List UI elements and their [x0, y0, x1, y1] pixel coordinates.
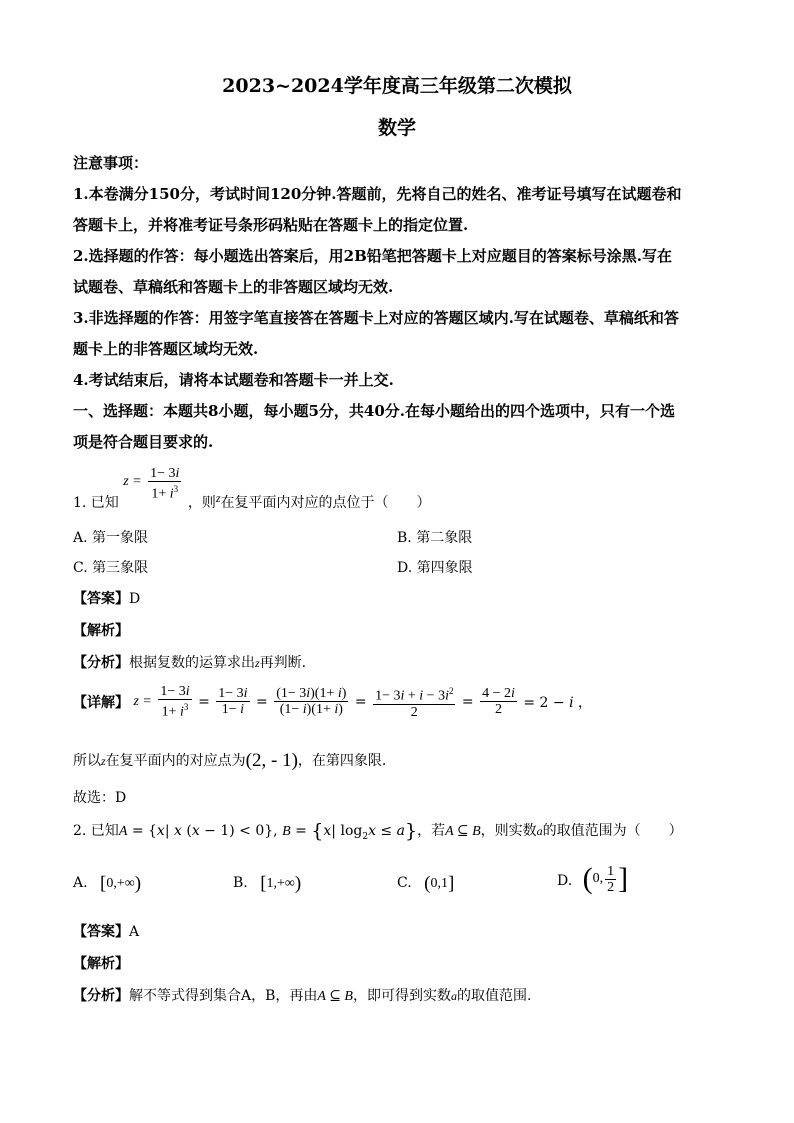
- notice-line-4: 试题卷、草稿纸和答题卡上的非答题区域均无效.: [73, 278, 394, 296]
- notice-line-1: 1.本卷满分150分，考试时间120分钟.答题前，先将自己的姓名、准考证号填写在试题卷和: [73, 185, 682, 203]
- q1-equals-2: =: [256, 693, 268, 710]
- q1-conclusion: [73, 750, 386, 772]
- q2-fenxi-text-3: 的取值范围.: [457, 988, 532, 1004]
- q2-fenxi-tag: 【分析】: [73, 988, 129, 1004]
- q2-set-b: B: [282, 824, 291, 839]
- section-heading-line-2: 项是符合题目要求的.: [73, 433, 214, 451]
- notice-line-5: 3.非选择题的作答：用签字笔直接答在答题卡上对应的答题区域内.写在试题卷、草稿纸和答: [73, 309, 679, 327]
- q2-option-d-value: (0, $\frac{1}{2}$ ]: [582, 862, 629, 895]
- q1-detail-frac-1: $\frac{1- 3i}{1+ i^3}$: [160, 684, 190, 720]
- q2-option-a-value: [0,+∞): [100, 873, 142, 894]
- q2-mid: ，若: [417, 823, 446, 839]
- section-heading-line-1: 一、选择题：本题共8小题，每小题5分，共40分.在每小题给出的四个选项中，只有一个选: [73, 402, 675, 420]
- q1-detail-frac-3: $\frac{(1- 3i)(1+ i)}{(1- i)(1+ i)}$: [276, 686, 347, 718]
- q1-analysis-tag: 【解析】: [73, 623, 129, 639]
- q1-conclusion-3: ，在第四象限.: [297, 753, 387, 769]
- q1-suffix-2: 在复平面内对应的点位于（ ）: [220, 495, 431, 511]
- q2-option-a-label: A.: [73, 875, 88, 892]
- q2-suffix: 的取值范围为（ ）: [542, 823, 683, 839]
- q2-option-c-value: (0,1]: [424, 873, 455, 894]
- q2-set-a-def: = {x| x (x − 1) < 0},: [127, 823, 283, 839]
- q2-fenxi-text-1: 解不等式得到集合A，B，再由: [129, 988, 318, 1004]
- q2-answer-value: A: [129, 924, 140, 940]
- subject-title: 数学: [377, 117, 416, 139]
- q1-answer-value: D: [129, 591, 141, 607]
- q2-analysis-tag: 【解析】: [73, 956, 129, 972]
- q2-subset: A ⊆ B: [445, 824, 481, 839]
- question-1-stem: [73, 466, 431, 511]
- q2-option-c: [397, 873, 454, 895]
- notice-line-7: 4.考试结束后，请将本试题卷和答题卡一并上交.: [73, 371, 394, 389]
- notice-line-2: 答题卡上，并将准考证号条形码粘贴在答题卡上的指定位置.: [73, 216, 469, 234]
- q1-fenxi-text-1: 根据复数的运算求出: [129, 655, 255, 671]
- q2-answer-tag: 【答案】: [73, 924, 129, 940]
- q1-suffix: ，则: [187, 495, 216, 511]
- notice-heading: 注意事项：: [73, 154, 149, 172]
- notice-line-6: 题卡上的非答题区域均无效.: [73, 340, 259, 358]
- q1-fraction: $\frac{1- 3i}{1+ i^3}$: [150, 466, 180, 502]
- q1-fenxi-z: z: [255, 656, 260, 670]
- q2-fenxi-subset: A ⊆ B: [317, 989, 353, 1004]
- q2-answer: [73, 921, 139, 941]
- q2-option-d-label: D.: [557, 873, 573, 889]
- q2-option-b-label: B.: [233, 875, 248, 892]
- q2-set-a: A: [118, 824, 128, 839]
- q2-fenxi-text-2: ，即可得到实数: [353, 988, 451, 1004]
- q1-fenxi: [73, 652, 306, 672]
- q1-prefix: 1. 已知: [73, 495, 119, 511]
- q1-answer-tag: 【答案】: [73, 591, 129, 607]
- q1-answer: [73, 588, 140, 608]
- q1-fenxi-text-2: 再判断.: [259, 655, 307, 671]
- notice-line-3: 2.选择题的作答：每小题选出答案后，用2B铅笔把答题卡上对应题目的答案标号涂黑.写在: [73, 247, 673, 265]
- q1-option-a: A. 第一象限: [73, 530, 149, 546]
- q1-equals-3: =: [354, 693, 367, 710]
- q1-choose: 故选：D: [73, 790, 127, 806]
- q1-option-c: C. 第三象限: [73, 560, 149, 576]
- q1-conclusion-z: z: [101, 754, 106, 768]
- q1-equals-1: =: [198, 693, 210, 710]
- q1-detail-frac-4: $\frac{1- 3i + i - 3i^2}{2}$: [375, 686, 454, 720]
- q1-point: (2, - 1): [245, 750, 298, 771]
- q2-fenxi-a: a: [451, 989, 457, 1003]
- q1-detail-frac-2: $\frac{1- 3i}{1- i}$: [218, 686, 248, 718]
- q1-detail: [73, 684, 592, 724]
- exam-title: 2023~2024学年度高三年级第二次模拟: [222, 75, 572, 97]
- q2-prefix: 2. 已知: [73, 823, 119, 839]
- q2-set-b-def: = {x| $\log_2x \le a$}: [290, 820, 418, 842]
- q2-option-a: [73, 873, 141, 895]
- q2-option-b-value: [1,+∞): [260, 873, 302, 894]
- q2-fenxi: [73, 985, 531, 1005]
- q2-a-var: a: [536, 824, 543, 838]
- q1-z-var: z: [215, 491, 221, 505]
- q1-conclusion-2: 在复平面内的对应点为: [105, 753, 246, 769]
- q1-fenxi-tag: 【分析】: [73, 655, 129, 671]
- q2-option-c-label: C.: [397, 875, 412, 892]
- q1-option-d: D. 第四象限: [397, 560, 473, 576]
- q2-option-d: [557, 862, 628, 906]
- q1-detail-result: = 2 − i ，: [523, 694, 593, 711]
- q1-option-b: B. 第二象限: [397, 530, 473, 546]
- q1-detail-frac-5: $\frac{4 - 2i}{2}$: [482, 686, 515, 718]
- q1-conclusion-1: 所以: [73, 753, 101, 769]
- q1-detail-tag: 【详解】: [73, 694, 129, 711]
- q2-option-b: [233, 873, 301, 895]
- q1-detail-z: z =: [133, 693, 152, 709]
- q1-equals-4: =: [461, 693, 474, 710]
- q2-mid-2: ，则实数: [480, 823, 537, 839]
- q1-formula: z =: [123, 474, 142, 489]
- question-2-stem: [73, 820, 683, 842]
